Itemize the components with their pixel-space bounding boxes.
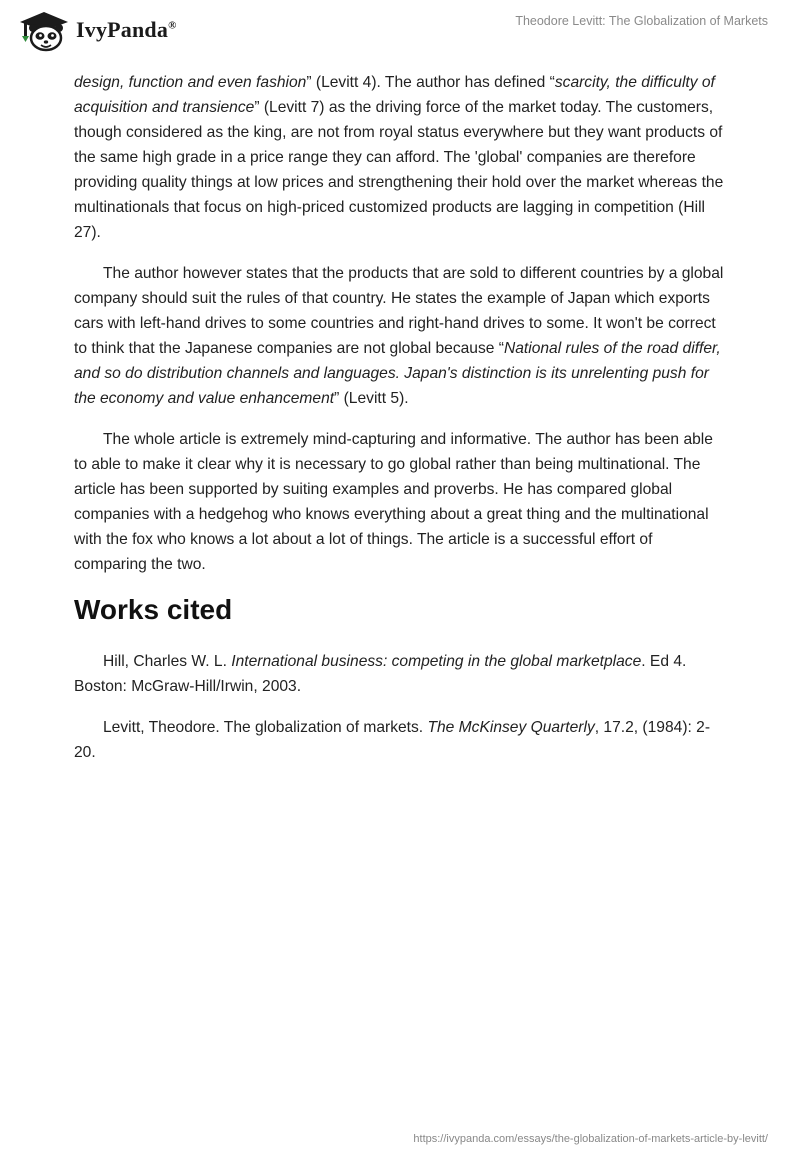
works-cited-heading: Works cited (74, 594, 233, 625)
paragraph-1: design, function and even fashion” (Levitt 4). The author has defined “scarcity, the difficulty of acquisition and transience” (Levitt 7) as the driving force of the market today. The customers, though considered as the king, are not from royal status everywhere but they want products of the same high grade in a price range they can afford. The 'global' companies are therefore providing quality things at low prices and strengthening their hold over the market whereas the multinationals that focus on high-priced customized products are lagging in competition (Hill 27). (74, 74, 724, 241)
essay-content (74, 70, 726, 781)
paragraph-2: The author however states that the products that are sold to different countries by a global company should suit the rules of that country. He states the example of Japan which exports cars with left-hand drives to some countries and right-hand drives to some. It won't be correct to think that the Japanese companies are not global because “National rules of the road differ, and so do distribution channels and languages. Japan's distinction is its unrelenting push for the economy and value enhancement” (Levitt 5). (74, 265, 724, 407)
reference-item: Levitt, Theodore. The globalization of markets. The McKinsey Quarterly, 17.2, (1984): 2-20. (74, 719, 711, 761)
brand-name: IvyPanda® (76, 17, 177, 42)
footer-url-link[interactable]: https://ivypanda.com/essays/the-globalization-of-markets-article-by-levitt/ (413, 1133, 768, 1145)
reference-item: Hill, Charles W. L. International business: competing in the global marketplace. Ed 4. Boston: McGraw-Hill/Irwin, 2003. (74, 653, 687, 695)
document-title: Theodore Levitt: The Globalization of Markets (515, 14, 768, 28)
paragraph-3: The whole article is extremely mind-capturing and informative. The author has been able to able to make it clear why it is necessary to go global rather than being multinational. The article has been supported by suiting examples and proverbs. He has compared global companies with a hedgehog who knows everything about a great thing and the multinational with the fox who knows a lot about a lot of things. The article is a successful effort of comparing the two. (74, 431, 713, 573)
page-header (0, 0, 800, 62)
panda-graduate-logo-icon (14, 8, 72, 52)
brand-logo[interactable] (14, 8, 177, 52)
